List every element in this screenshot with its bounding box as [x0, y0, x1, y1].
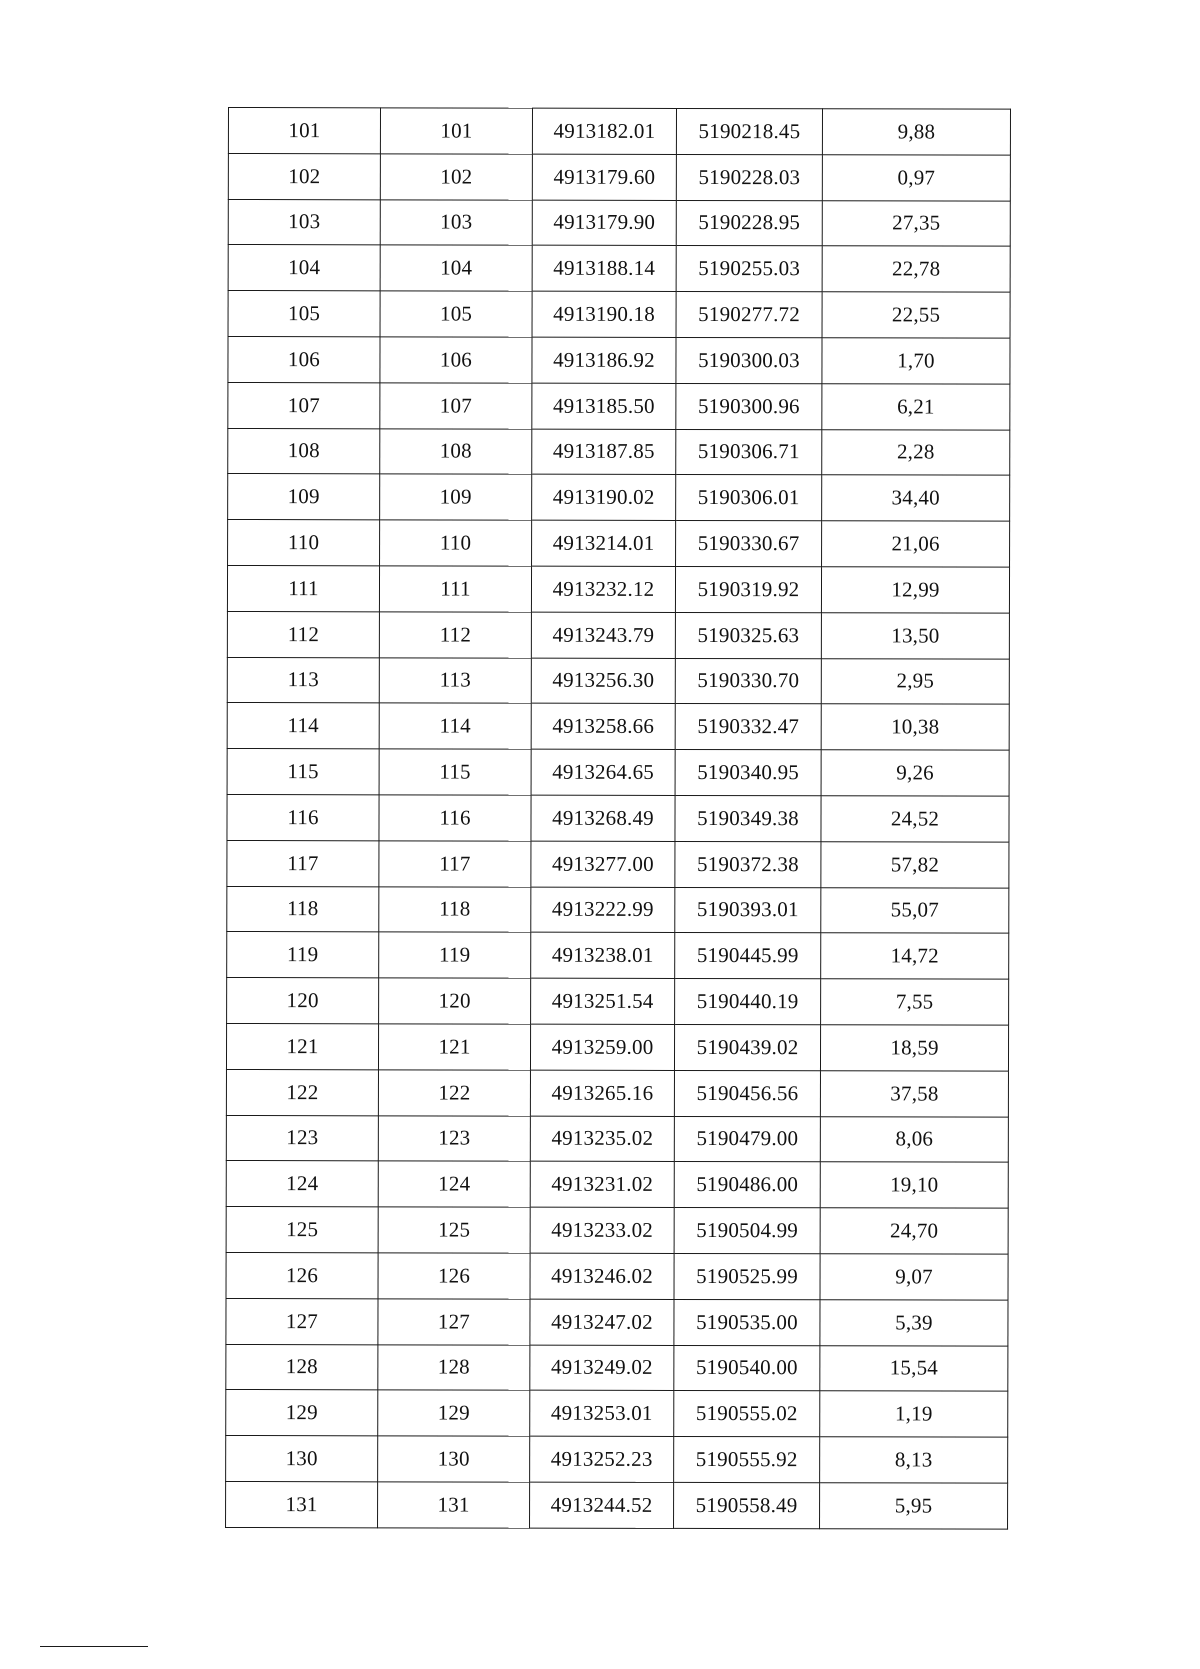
y-coordinate-cell: 5190330.67 [676, 521, 822, 567]
table-row [226, 1023, 1008, 1070]
x-coordinate-cell: 4913190.18 [532, 291, 676, 337]
table-row [227, 886, 1009, 933]
point-id-cell: 109 [380, 474, 532, 520]
y-coordinate-cell: 5190306.01 [676, 475, 822, 521]
point-id-cell: 105 [380, 291, 532, 337]
point-number-cell: 114 [227, 703, 379, 749]
point-number-cell: 115 [227, 749, 379, 795]
y-coordinate-cell: 5190479.00 [674, 1116, 820, 1162]
x-coordinate-cell: 4913235.02 [530, 1116, 674, 1162]
y-coordinate-cell: 5190306.71 [676, 429, 822, 475]
point-number-cell: 110 [228, 520, 380, 566]
table-row [227, 565, 1009, 612]
distance-cell: 24,70 [820, 1208, 1008, 1254]
distance-cell: 22,78 [822, 246, 1010, 292]
point-number-cell: 107 [228, 382, 380, 428]
point-id-cell: 112 [379, 612, 531, 658]
point-number-cell: 108 [228, 428, 380, 474]
point-id-cell: 108 [380, 428, 532, 474]
y-coordinate-cell: 5190393.01 [675, 887, 821, 933]
x-coordinate-cell: 4913190.02 [532, 475, 676, 521]
distance-cell: 9,26 [821, 750, 1009, 796]
x-coordinate-cell: 4913247.02 [530, 1299, 674, 1345]
x-coordinate-cell: 4913222.99 [531, 887, 675, 933]
distance-cell: 18,59 [820, 1025, 1008, 1071]
coordinates-table-body [226, 108, 1011, 1529]
point-id-cell: 125 [378, 1207, 530, 1253]
x-coordinate-cell: 4913253.01 [530, 1390, 674, 1436]
table-row [226, 1436, 1008, 1483]
point-number-cell: 117 [227, 840, 379, 886]
y-coordinate-cell: 5190300.96 [676, 383, 822, 429]
point-id-cell: 117 [379, 841, 531, 887]
y-coordinate-cell: 5190277.72 [676, 292, 822, 338]
point-id-cell: 121 [378, 1024, 530, 1070]
coordinates-table [225, 107, 1011, 1529]
point-id-cell: 118 [379, 886, 531, 932]
table-row [228, 382, 1010, 429]
table-row [226, 1390, 1008, 1437]
x-coordinate-cell: 4913188.14 [532, 246, 676, 292]
table-row [226, 1298, 1008, 1345]
y-coordinate-cell: 5190504.99 [674, 1208, 820, 1254]
distance-cell: 0,97 [822, 155, 1010, 201]
point-number-cell: 104 [228, 245, 380, 291]
table-row [226, 1161, 1008, 1208]
point-id-cell: 128 [378, 1344, 530, 1390]
distance-cell: 5,95 [820, 1483, 1008, 1529]
distance-cell: 12,99 [821, 567, 1009, 613]
point-number-cell: 111 [227, 565, 379, 611]
point-id-cell: 114 [379, 703, 531, 749]
point-id-cell: 122 [378, 1070, 530, 1116]
point-id-cell: 102 [380, 154, 532, 200]
x-coordinate-cell: 4913246.02 [530, 1253, 674, 1299]
point-number-cell: 102 [228, 153, 380, 199]
y-coordinate-cell: 5190372.38 [675, 841, 821, 887]
distance-cell: 10,38 [821, 704, 1009, 750]
point-number-cell: 116 [227, 794, 379, 840]
y-coordinate-cell: 5190349.38 [675, 795, 821, 841]
y-coordinate-cell: 5190330.70 [675, 658, 821, 704]
table-row [228, 520, 1010, 567]
point-number-cell: 105 [228, 291, 380, 337]
point-id-cell: 131 [378, 1482, 530, 1528]
table-row [227, 794, 1009, 841]
table-row [227, 611, 1009, 658]
table-row [226, 1252, 1008, 1299]
point-id-cell: 129 [378, 1390, 530, 1436]
table-row [226, 1069, 1008, 1116]
distance-cell: 57,82 [821, 841, 1009, 887]
y-coordinate-cell: 5190445.99 [675, 933, 821, 979]
distance-cell: 9,07 [820, 1254, 1008, 1300]
x-coordinate-cell: 4913179.60 [532, 154, 676, 200]
y-coordinate-cell: 5190228.03 [676, 154, 822, 200]
point-number-cell: 106 [228, 336, 380, 382]
x-coordinate-cell: 4913231.02 [530, 1161, 674, 1207]
table-row [228, 474, 1010, 521]
x-coordinate-cell: 4913243.79 [531, 612, 675, 658]
distance-cell: 7,55 [821, 979, 1009, 1025]
y-coordinate-cell: 5190555.02 [674, 1391, 820, 1437]
point-id-cell: 126 [378, 1253, 530, 1299]
x-coordinate-cell: 4913258.66 [531, 703, 675, 749]
point-number-cell: 121 [226, 1023, 378, 1069]
distance-cell: 34,40 [822, 475, 1010, 521]
distance-cell: 2,28 [822, 429, 1010, 475]
table-row [227, 749, 1009, 796]
y-coordinate-cell: 5190218.45 [676, 108, 822, 154]
x-coordinate-cell: 4913265.16 [530, 1070, 674, 1116]
table-row [227, 932, 1009, 979]
table-row [228, 153, 1010, 200]
y-coordinate-cell: 5190228.95 [676, 200, 822, 246]
table-row [227, 703, 1009, 750]
point-id-cell: 101 [380, 108, 532, 154]
point-number-cell: 128 [226, 1344, 378, 1390]
point-number-cell: 119 [227, 932, 379, 978]
y-coordinate-cell: 5190325.63 [675, 612, 821, 658]
distance-cell: 13,50 [821, 613, 1009, 659]
distance-cell: 5,39 [820, 1299, 1008, 1345]
distance-cell: 6,21 [822, 384, 1010, 430]
x-coordinate-cell: 4913186.92 [532, 337, 676, 383]
point-number-cell: 113 [227, 657, 379, 703]
x-coordinate-cell: 4913238.01 [531, 932, 675, 978]
table-row [227, 657, 1009, 704]
table-row [226, 1115, 1008, 1162]
point-number-cell: 131 [226, 1481, 378, 1527]
point-number-cell: 127 [226, 1298, 378, 1344]
x-coordinate-cell: 4913232.12 [531, 566, 675, 612]
point-number-cell: 125 [226, 1207, 378, 1253]
table-row [226, 1207, 1008, 1254]
y-coordinate-cell: 5190439.02 [674, 1024, 820, 1070]
point-number-cell: 109 [228, 474, 380, 520]
distance-cell: 1,70 [822, 338, 1010, 384]
table-row [228, 428, 1010, 475]
table-row [228, 108, 1010, 155]
point-number-cell: 124 [226, 1161, 378, 1207]
point-id-cell: 106 [380, 337, 532, 383]
y-coordinate-cell: 5190540.00 [674, 1345, 820, 1391]
point-id-cell: 104 [380, 245, 532, 291]
point-number-cell: 126 [226, 1252, 378, 1298]
point-id-cell: 130 [378, 1436, 530, 1482]
distance-cell: 1,19 [820, 1391, 1008, 1437]
point-id-cell: 110 [380, 520, 532, 566]
y-coordinate-cell: 5190332.47 [675, 704, 821, 750]
distance-cell: 27,35 [822, 200, 1010, 246]
distance-cell: 14,72 [821, 933, 1009, 979]
distance-cell: 15,54 [820, 1345, 1008, 1391]
point-id-cell: 107 [380, 383, 532, 429]
point-number-cell: 101 [228, 108, 380, 154]
x-coordinate-cell: 4913256.30 [531, 658, 675, 704]
distance-cell: 2,95 [821, 658, 1009, 704]
point-number-cell: 122 [226, 1069, 378, 1115]
y-coordinate-cell: 5190558.49 [674, 1482, 820, 1528]
distance-cell: 8,06 [820, 1116, 1008, 1162]
table-row [228, 199, 1010, 246]
x-coordinate-cell: 4913187.85 [532, 429, 676, 475]
x-coordinate-cell: 4913179.90 [532, 200, 676, 246]
point-number-cell: 130 [226, 1436, 378, 1482]
x-coordinate-cell: 4913214.01 [532, 520, 676, 566]
table-row [227, 840, 1009, 887]
point-number-cell: 118 [227, 886, 379, 932]
table-row [228, 291, 1010, 338]
distance-cell: 37,58 [820, 1070, 1008, 1116]
table-row [226, 1344, 1008, 1391]
y-coordinate-cell: 5190555.92 [674, 1437, 820, 1483]
x-coordinate-cell: 4913244.52 [530, 1482, 674, 1528]
x-coordinate-cell: 4913277.00 [531, 841, 675, 887]
table-row [227, 978, 1009, 1025]
point-id-cell: 123 [378, 1115, 530, 1161]
distance-cell: 9,88 [822, 109, 1010, 155]
y-coordinate-cell: 5190319.92 [675, 566, 821, 612]
point-number-cell: 103 [228, 199, 380, 245]
distance-cell: 24,52 [821, 796, 1009, 842]
distance-cell: 22,55 [822, 292, 1010, 338]
distance-cell: 19,10 [820, 1162, 1008, 1208]
distance-cell: 8,13 [820, 1437, 1008, 1483]
point-number-cell: 129 [226, 1390, 378, 1436]
x-coordinate-cell: 4913252.23 [530, 1436, 674, 1482]
x-coordinate-cell: 4913268.49 [531, 795, 675, 841]
footnote-separator [40, 1646, 148, 1647]
x-coordinate-cell: 4913251.54 [531, 978, 675, 1024]
y-coordinate-cell: 5190525.99 [674, 1253, 820, 1299]
point-id-cell: 127 [378, 1299, 530, 1345]
x-coordinate-cell: 4913233.02 [530, 1207, 674, 1253]
y-coordinate-cell: 5190300.03 [676, 337, 822, 383]
distance-cell: 21,06 [822, 521, 1010, 567]
point-id-cell: 119 [379, 932, 531, 978]
point-id-cell: 124 [378, 1161, 530, 1207]
y-coordinate-cell: 5190440.19 [675, 979, 821, 1025]
point-id-cell: 113 [379, 657, 531, 703]
y-coordinate-cell: 5190486.00 [674, 1162, 820, 1208]
point-id-cell: 116 [379, 795, 531, 841]
point-id-cell: 115 [379, 749, 531, 795]
table-row [226, 1481, 1008, 1528]
x-coordinate-cell: 4913264.65 [531, 749, 675, 795]
point-number-cell: 112 [227, 611, 379, 657]
y-coordinate-cell: 5190535.00 [674, 1299, 820, 1345]
distance-cell: 55,07 [821, 887, 1009, 933]
table-row [228, 245, 1010, 292]
y-coordinate-cell: 5190456.56 [674, 1070, 820, 1116]
x-coordinate-cell: 4913182.01 [532, 108, 676, 154]
table-row [228, 336, 1010, 383]
point-id-cell: 103 [380, 199, 532, 245]
point-id-cell: 120 [379, 978, 531, 1024]
point-id-cell: 111 [379, 566, 531, 612]
y-coordinate-cell: 5190340.95 [675, 750, 821, 796]
point-number-cell: 120 [227, 978, 379, 1024]
x-coordinate-cell: 4913185.50 [532, 383, 676, 429]
x-coordinate-cell: 4913249.02 [530, 1345, 674, 1391]
point-number-cell: 123 [226, 1115, 378, 1161]
x-coordinate-cell: 4913259.00 [530, 1024, 674, 1070]
y-coordinate-cell: 5190255.03 [676, 246, 822, 292]
